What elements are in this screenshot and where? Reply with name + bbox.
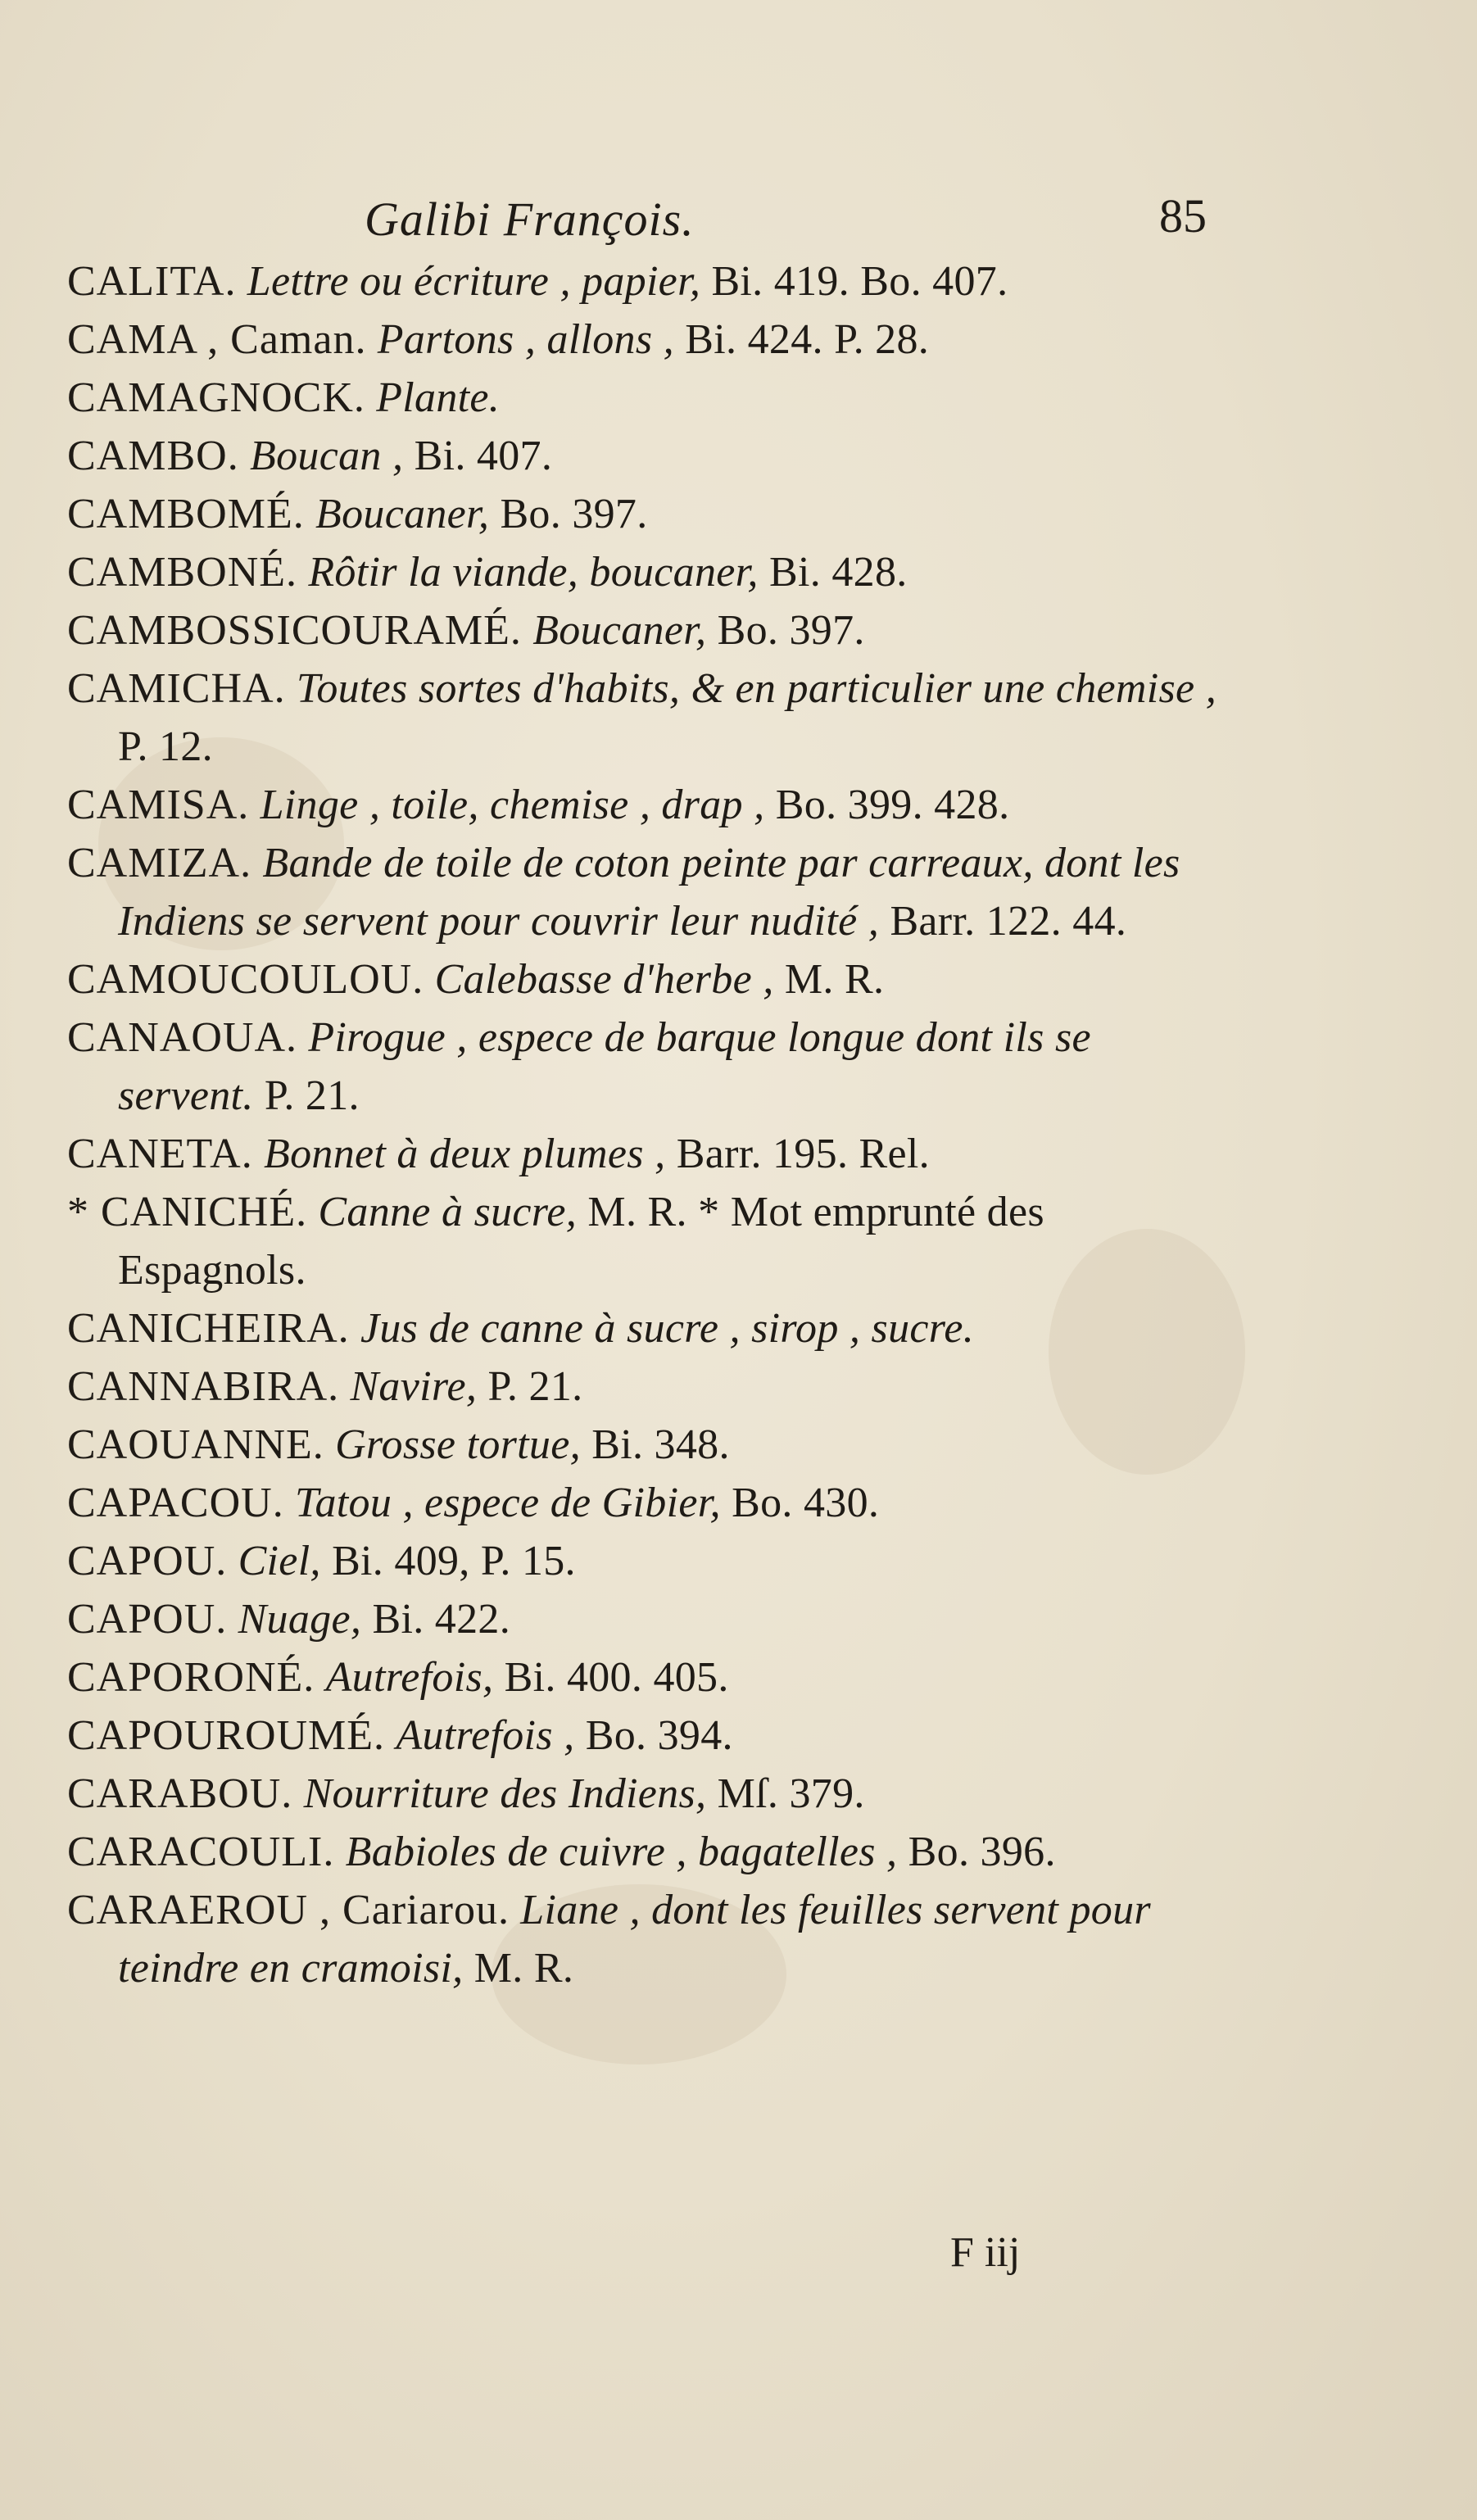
- entry-reference: Mſ. 379.: [717, 1770, 865, 1817]
- entry-reference: Bi. 422.: [372, 1596, 510, 1643]
- dictionary-entry: [67, 1357, 1230, 1416]
- entry-reference: Barr. 122. 44.: [890, 898, 1127, 945]
- entry-reference: Bi. 424. P. 28.: [685, 316, 930, 363]
- entry-definition: Toutes sortes d'habits, & en particulier une chemise ,: [296, 665, 1216, 712]
- dictionary-entries: [67, 252, 1230, 1997]
- entry-definition: Autrefois,: [325, 1654, 494, 1701]
- entry-reference: P. 21.: [487, 1363, 583, 1410]
- dictionary-entry: [67, 1765, 1230, 1823]
- entry-definition: Liane , dont les feuilles servent pour teindre en cramoisi,: [118, 1887, 1151, 1992]
- entry-reference: Bo. 394.: [585, 1712, 733, 1759]
- entry-reference: Bo. 430.: [732, 1480, 880, 1526]
- dictionary-entry: [67, 1416, 1230, 1474]
- entry-reference: Bo. 397.: [500, 491, 648, 537]
- entry-reference: M. R. * Mot emprunté des Espagnols.: [118, 1189, 1044, 1294]
- dictionary-entry: [67, 1823, 1230, 1881]
- dictionary-entry: [67, 1881, 1230, 1997]
- dictionary-entry: [67, 601, 1230, 659]
- entry-reference: Bi. 409, P. 15.: [332, 1538, 576, 1584]
- dictionary-entry: [67, 1532, 1230, 1590]
- dictionary-entry: [67, 485, 1230, 543]
- signature-mark: F iij: [950, 2229, 1021, 2276]
- entry-definition: Calebasse d'herbe ,: [434, 956, 774, 1003]
- entry-headword: CAPOU.: [67, 1596, 228, 1643]
- entry-definition: Pirogue , espece de barque longue dont ils se servent.: [118, 1014, 1091, 1119]
- entry-headword: CANICHEIRA.: [67, 1305, 350, 1352]
- entry-definition: Bonnet à deux plumes ,: [264, 1131, 666, 1177]
- entry-definition: Plante.: [376, 374, 501, 421]
- entry-reference: M. R.: [473, 1945, 574, 1992]
- dictionary-entry: [67, 1648, 1230, 1706]
- entry-reference: Barr. 195. Rel.: [676, 1131, 930, 1177]
- dictionary-entry: [67, 1008, 1230, 1125]
- entry-reference: Bi. 348.: [591, 1421, 730, 1468]
- entry-headword: CAMA , Caman.: [67, 316, 367, 363]
- entry-definition: Linge , toile, chemise , drap ,: [260, 782, 765, 828]
- entry-reference: Bo. 397.: [717, 607, 865, 654]
- entry-definition: Rôtir la viande, boucaner,: [308, 549, 759, 596]
- entry-definition: Tatou , espece de Gibier,: [295, 1480, 721, 1526]
- entry-headword: CAMBOSSICOURAMÉ.: [67, 607, 522, 654]
- dictionary-entry: [67, 310, 1230, 369]
- entry-headword: CARACOULI.: [67, 1829, 335, 1875]
- entry-definition: Navire,: [350, 1363, 478, 1410]
- entry-headword: CANNABIRA.: [67, 1363, 340, 1410]
- entry-definition: Jus de canne à sucre , sirop , sucre.: [360, 1305, 975, 1352]
- dictionary-entry: [67, 950, 1230, 1008]
- entry-definition: Boucan ,: [250, 433, 404, 479]
- entry-headword: CAMBONÉ.: [67, 549, 298, 596]
- entry-headword: CAMBOMÉ.: [67, 491, 305, 537]
- dictionary-entry: [67, 659, 1230, 776]
- entry-definition: Babioles de cuivre , bagatelles ,: [345, 1829, 898, 1875]
- entry-headword: CARABOU.: [67, 1770, 293, 1817]
- entry-reference: P. 21.: [264, 1072, 360, 1119]
- entry-definition: Nourriture des Indiens,: [303, 1770, 707, 1817]
- entry-headword: CAMAGNOCK.: [67, 374, 365, 421]
- running-head: Galibi François.: [365, 193, 695, 246]
- entry-reference: Bo. 399. 428.: [775, 782, 1010, 828]
- entry-headword: CANETA.: [67, 1131, 253, 1177]
- page-header: [66, 184, 1207, 257]
- entry-reference: Bi. 419. Bo. 407.: [711, 258, 1008, 305]
- entry-headword: CALITA.: [67, 258, 237, 305]
- entry-definition: Canne à sucre,: [318, 1189, 578, 1235]
- entry-headword: CAPORONÉ.: [67, 1654, 315, 1701]
- dictionary-entry: [67, 1183, 1230, 1299]
- entry-headword: CAPOU.: [67, 1538, 228, 1584]
- entry-definition: Boucaner,: [315, 491, 490, 537]
- entry-definition: Lettre ou écriture , papier,: [247, 258, 701, 305]
- dictionary-entry: [67, 1474, 1230, 1532]
- entry-definition: Autrefois ,: [396, 1712, 575, 1759]
- entry-definition: Partons , allons ,: [377, 316, 674, 363]
- dictionary-entry: [67, 427, 1230, 485]
- entry-headword: CANAOUA.: [67, 1014, 297, 1061]
- entry-definition: Nuage,: [238, 1596, 362, 1643]
- entry-headword: CAMICHA.: [67, 665, 286, 712]
- entry-definition: Ciel,: [238, 1538, 321, 1584]
- dictionary-entry: [67, 369, 1230, 427]
- dictionary-entry: [67, 776, 1230, 834]
- entry-reference: Bo. 396.: [908, 1829, 1056, 1875]
- page-number: 85: [1159, 189, 1207, 242]
- entry-headword: CAMBO.: [67, 433, 239, 479]
- dictionary-entry: [67, 1590, 1230, 1648]
- dictionary-entry: [67, 1706, 1230, 1765]
- dictionary-entry: [67, 834, 1230, 950]
- entry-definition: Boucaner,: [532, 607, 707, 654]
- entry-reference: Bi. 400. 405.: [504, 1654, 729, 1701]
- entry-headword: CAPOUROUMÉ.: [67, 1712, 386, 1759]
- entry-definition: Bande de toile de coton peinte par carreaux, dont les Indiens se servent pour couvrir leur nudité ,: [118, 840, 1180, 945]
- entry-headword: CAMIZA.: [67, 840, 252, 886]
- dictionary-entry: [67, 1125, 1230, 1183]
- entry-headword: CAOUANNE.: [67, 1421, 324, 1468]
- entry-headword: CAMISA.: [67, 782, 250, 828]
- entry-reference: Bi. 428.: [769, 549, 908, 596]
- dictionary-entry: [67, 543, 1230, 601]
- entry-headword: * CANICHÉ.: [67, 1189, 308, 1235]
- entry-reference: Bi. 407.: [414, 433, 553, 479]
- entry-headword: CARAEROU , Cariarou.: [67, 1887, 510, 1933]
- entry-reference: M. R.: [784, 956, 885, 1003]
- entry-reference: P. 12.: [118, 723, 213, 770]
- entry-definition: Grosse tortue,: [335, 1421, 581, 1468]
- entry-headword: CAPACOU.: [67, 1480, 284, 1526]
- dictionary-entry: [67, 1299, 1230, 1357]
- dictionary-entry: [67, 252, 1230, 310]
- entry-headword: CAMOUCOULOU.: [67, 956, 424, 1003]
